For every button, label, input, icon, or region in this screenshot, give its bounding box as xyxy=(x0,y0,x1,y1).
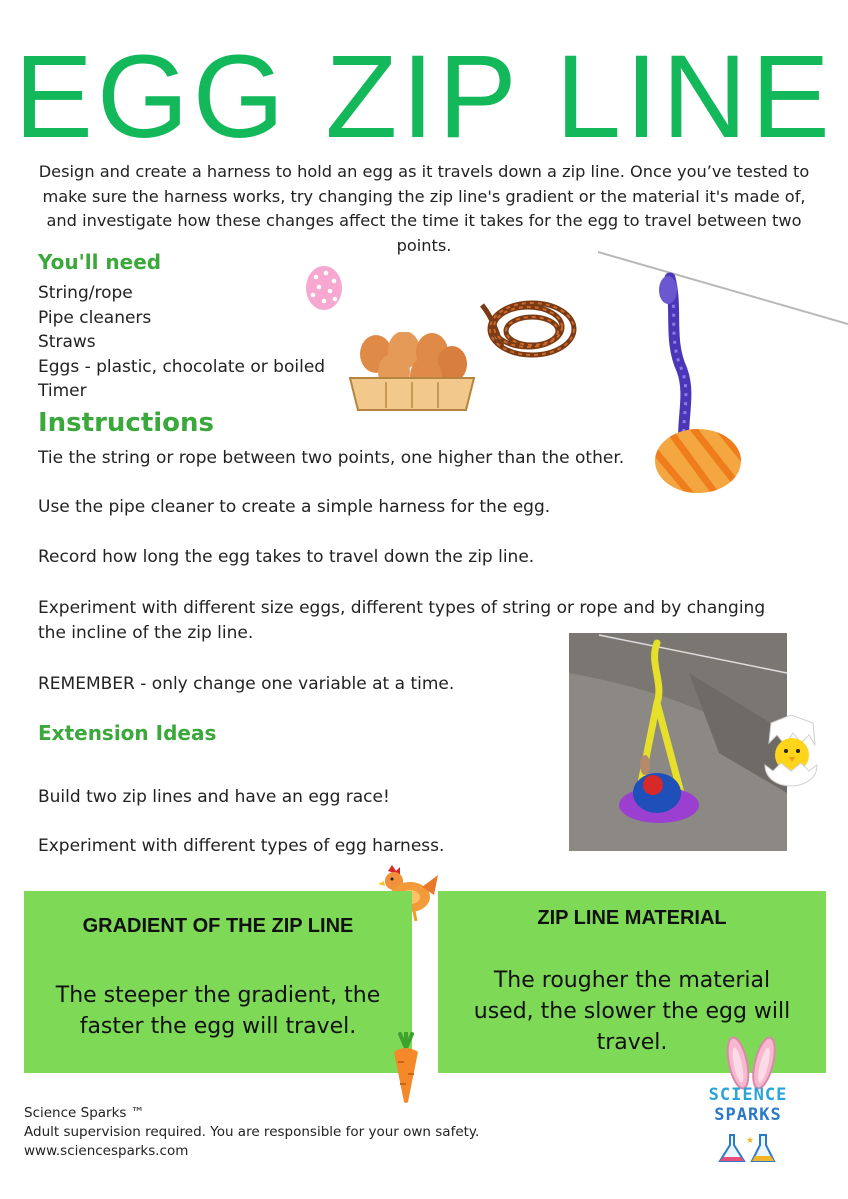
rope-coil-icon xyxy=(472,287,582,367)
science-sparks-logo xyxy=(700,1035,796,1167)
panel-text-line: The steeper the gradient, the xyxy=(55,983,381,1008)
extension-idea: Build two zip lines and have an egg race! xyxy=(38,787,390,807)
needs-item: Timer xyxy=(38,381,87,401)
logo-line-1: SCIENCE xyxy=(708,1085,788,1105)
gradient-panel-text xyxy=(24,980,412,1042)
needs-list xyxy=(38,281,325,404)
panel-text-line: travel. xyxy=(596,1030,668,1055)
flask-icon xyxy=(716,1133,780,1165)
panel-text-line: used, the slower the egg will xyxy=(473,999,791,1024)
instruction-step: Tie the string or rope between two points, one higher than the other. xyxy=(38,448,625,468)
svg-text:★: ★ xyxy=(746,1136,755,1146)
carrot-icon xyxy=(390,1032,422,1104)
egg-carton-icon xyxy=(346,332,478,414)
footer-url[interactable]: www.sciencesparks.com xyxy=(24,1143,189,1159)
page-title: EGG ZIP LINE xyxy=(14,31,834,163)
instruction-step: Record how long the egg takes to travel down the zip line. xyxy=(38,547,535,567)
needs-item: Eggs - plastic, chocolate or boiled xyxy=(38,356,326,377)
intro-paragraph: Design and create a harness to hold an egg as it travels down a zip line. Once you’ve tested to make sure the harness works, try changing the zip line's gradient or the material it's made of, and investigate how these changes affect the time it takes for the egg to travel between two points. xyxy=(38,162,810,255)
gradient-panel xyxy=(24,891,412,1073)
panel-text-line: The rougher the material xyxy=(493,968,771,993)
extension-idea: Experiment with different types of egg harness. xyxy=(38,836,445,856)
footer-safety: Adult supervision required. You are responsible for your own safety. xyxy=(24,1124,480,1140)
harness-photo xyxy=(569,633,787,851)
striped-egg-icon xyxy=(653,427,743,495)
footer xyxy=(24,1104,479,1161)
hatching-chick-icon xyxy=(763,713,819,795)
needs-item: Pipe cleaners xyxy=(38,307,152,328)
pink-egg-icon xyxy=(304,261,344,311)
instruction-step: Use the pipe cleaner to create a simple harness for the egg. xyxy=(38,497,551,517)
needs-item: String/rope xyxy=(38,283,133,303)
panel-text-line: faster the egg will travel. xyxy=(79,1014,357,1039)
instruction-step: the incline of the zip line. xyxy=(38,623,254,643)
logo-line-2: SPARKS xyxy=(714,1105,782,1125)
needs-heading: You'll need xyxy=(38,250,162,274)
instruction-step: Experiment with different size eggs, different types of string or rope and by changing xyxy=(38,598,766,618)
material-panel-heading: ZIP LINE MATERIAL xyxy=(537,907,727,929)
instructions-heading: Instructions xyxy=(38,408,215,438)
gradient-panel-heading: GRADIENT OF THE ZIP LINE xyxy=(82,915,354,937)
instruction-step: REMEMBER - only change one variable at a time. xyxy=(38,674,455,694)
needs-item: Straws xyxy=(38,332,96,352)
extension-heading: Extension Ideas xyxy=(38,721,217,745)
footer-brand: Science Sparks ™ xyxy=(24,1105,145,1121)
